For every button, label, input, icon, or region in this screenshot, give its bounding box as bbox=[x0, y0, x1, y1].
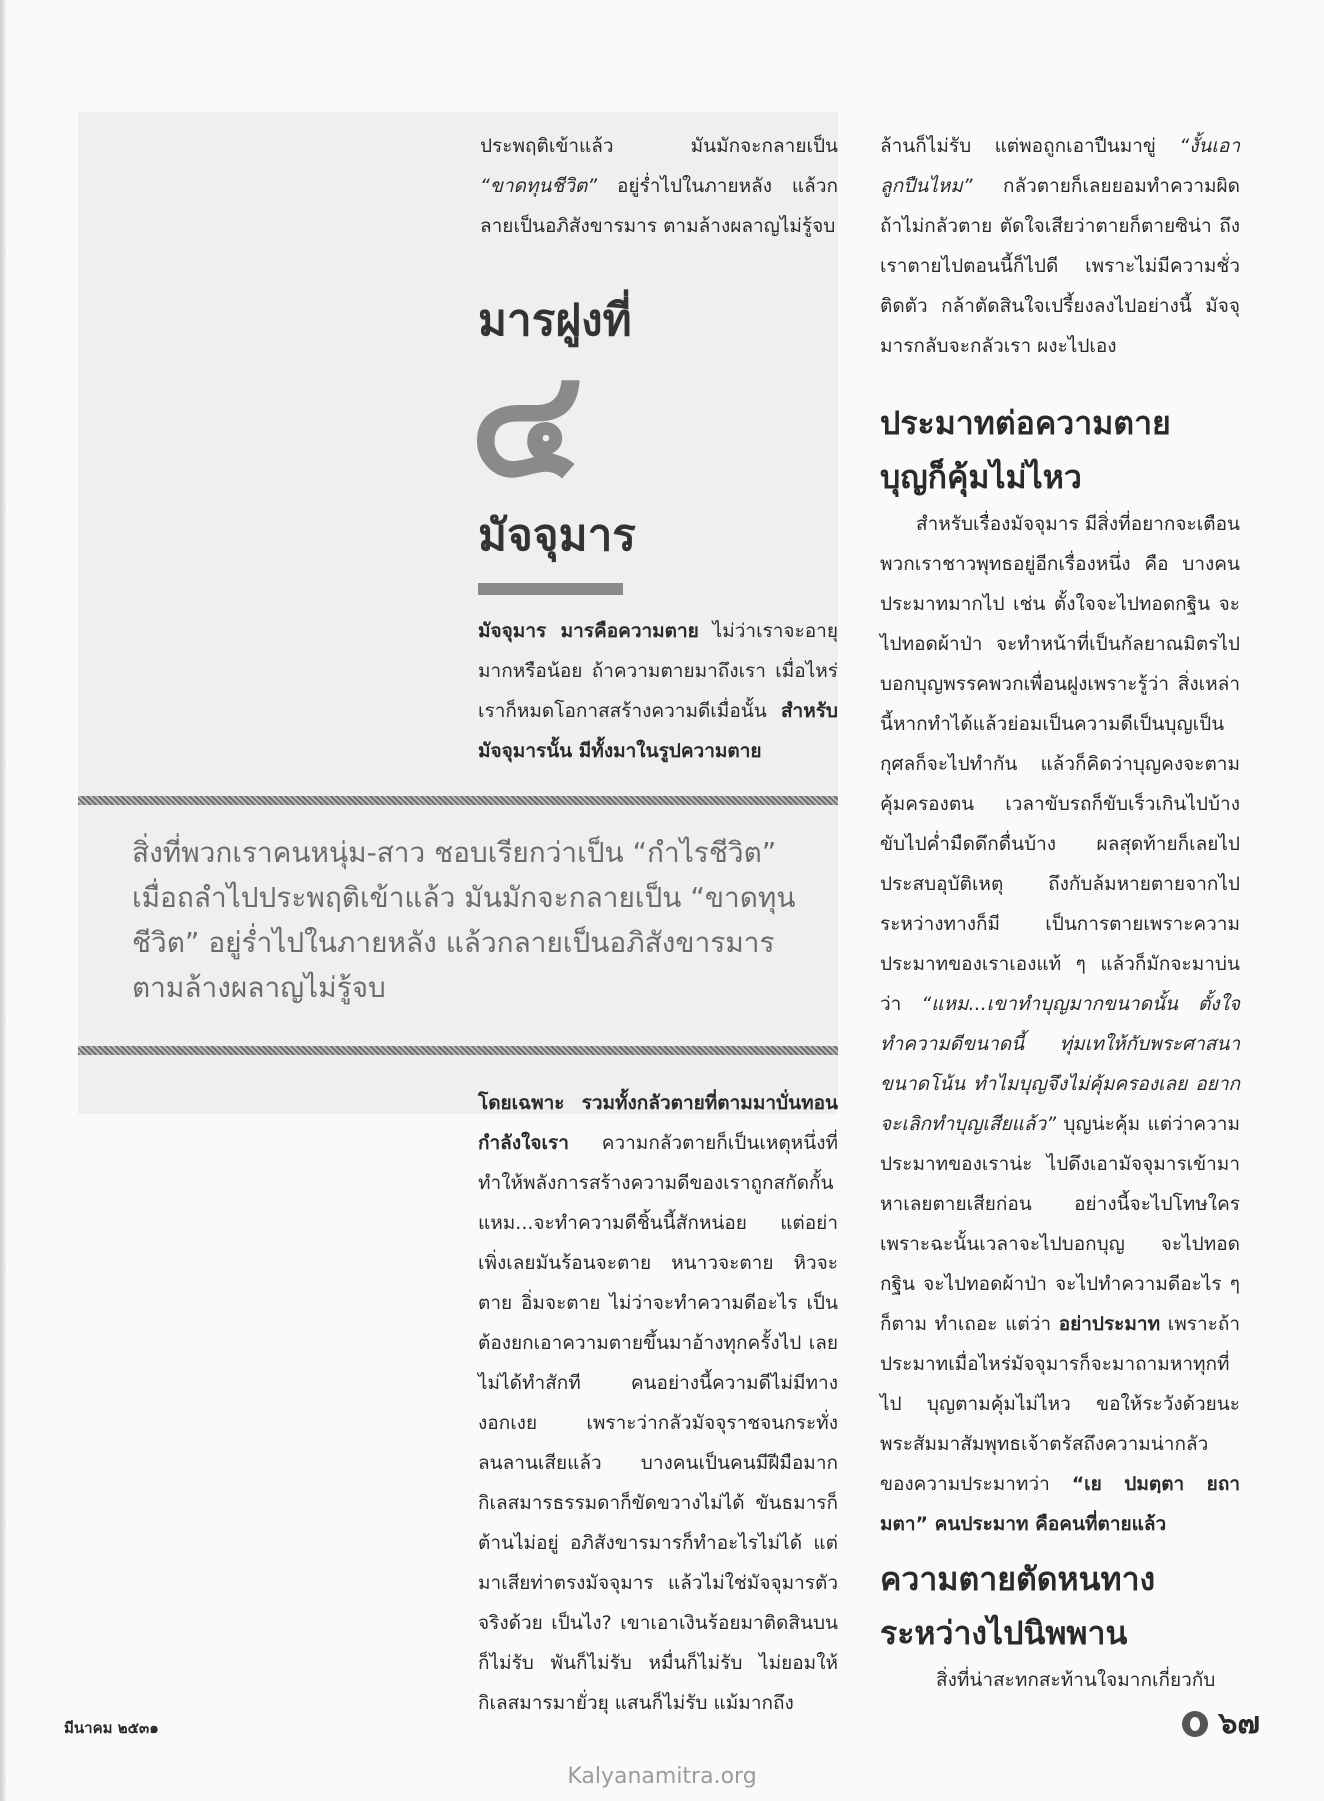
section2-heading-line1: ความตายตัดหนทาง bbox=[880, 1560, 1156, 1598]
right-top-text-b: กลัวตายก็เลยยอมทำความผิด ถ้าไม่กลัวตาย ตัดใจเสียว่าตายก็ตายซิน่า ถึงเราตายไปตอนนี้ก็ไปดี เพราะไม่มีความชั่วติดตัว กล้าตัดสินใจเปรี้ยงลงไปอย่างนี้ มัจจุมารกลับจะกลัวเรา ผงะไปเอง bbox=[880, 175, 1240, 357]
page-folio bbox=[1182, 1700, 1260, 1747]
mid-bold-lead: โดยเฉพาะ รวมทั้งกลัวตายที่ตามมาบั่นทอนกำลังใจเรา bbox=[478, 1092, 838, 1154]
left-top-text-a: ประพฤติเข้าแล้ว มันมักจะกลายเป็น bbox=[480, 135, 838, 157]
left-top-paragraph bbox=[480, 126, 838, 246]
middle-column bbox=[478, 1083, 838, 1723]
section1-heading-line2: บุญก็คุ้มไม่ไหว bbox=[880, 458, 1082, 496]
left-top-text-b: อยู่ร่ำไปในภายหลัง แล้วกลายเป็นอภิสังขารมาร ตามล้างผลาญไม่รู้จบ bbox=[480, 175, 838, 237]
chapter-label-bottom: มัจจุมาร bbox=[478, 510, 636, 561]
intro-bold-lead: มัจจุมาร มารคือความตาย bbox=[478, 620, 699, 642]
intro-bold-tail: สำหรับมัจจุมารนั้น มีทั้งมาในรูปความตาย bbox=[478, 700, 838, 762]
pull-quote-rule-top bbox=[78, 796, 838, 805]
page-number: ๖๗ bbox=[1218, 1706, 1260, 1741]
section2-heading-line2: ระหว่างไปนิพพาน bbox=[880, 1614, 1128, 1652]
section2-body: สิ่งที่น่าสะทกสะท้านใจมากเกี่ยวกับ bbox=[936, 1669, 1216, 1691]
intro-paragraph bbox=[478, 611, 838, 771]
section1-text-a: สำหรับเรื่องมัจจุมาร มีสิ่งที่อยากจะเตือนพวกเราชาวพุทธอยู่อีกเรื่องหนึ่ง คือ บางคนประมาทมากไป เช่น ตั้งใจจะไปทอดกฐิน จะไปทอดผ้าป่า จะทำหน้าที่เป็นกัลยาณมิตรไปบอกบุญพรรคพวกเพื่อนฝูงเพราะรู้ว่า สิ่งเหล่านี้หากทำได้แล้วย่อมเป็นความดีเป็นบุญเป็นกุศลก็จะไปทำกัน แล้วก็คิดว่าบุญคงจะตามคุ้มครองตน เวลาขับรถก็ขับเร็วเกินไปบ้าง ขับไปค่ำมืดดึกดื่นบ้าง ผลสุดท้ายก็เลยไปประสบอุบัติเหตุ ถึงกับล้มหายตายจากไประหว่างทางก็มี เป็นการตายเพราะความประมาทของเราเองแท้ ๆ แล้วก็มักจะมาบ่นว่า bbox=[880, 513, 1240, 1015]
section1-text-c: เพราะถ้าประมาทเมื่อไหร่มัจจุมารก็จะมาถามหาทุกที่ไป บุญตามคุ้มไม่ไหว ขอให้ระวังด้วยนะ พระสัมมาสัมพุทธเจ้าตรัสถึงความน่ากลัวของความประมาทว่า bbox=[880, 1313, 1241, 1495]
section1-heading-line1: ประมาทต่อความตาย bbox=[880, 404, 1171, 442]
chapter-label-top: มารฝูงที่ bbox=[478, 295, 632, 346]
intro-text: ไม่ว่าเราจะอายุมากหรือน้อย ถ้าความตายมาถึงเรา เมื่อไหร่ เราก็หมดโอกาสสร้างความดีเมื่อนั้น bbox=[478, 620, 838, 722]
right-top-quote: “งั้นเอาลูกปืนไหม” bbox=[880, 135, 1240, 197]
folio-icon bbox=[1182, 1711, 1208, 1737]
section2-heading bbox=[880, 1552, 1240, 1660]
mid-text: ความกลัวตายก็เป็นเหตุหนึ่งที่ทำให้พลังการสร้างความดีของเราถูกสกัดกั้น แหม...จะทำความดีชิ้นนี้สักหน่อย แต่อย่าเพิ่งเลยมันร้อนจะตาย หนาวจะตาย หิวจะตาย อิ่มจะตาย ไม่ว่าจะทำความดีอะไร เป็นต้องยกเอาความตายขึ้นมาอ้างทุกครั้งไป เลยไม่ได้ทำสักที คนอย่างนี้ความดีไม่มีทางงอกเงย เพราะว่ากลัวมัจจุราชจนกระทั่งลนลานเสียแล้ว บางคนเป็นคนมีฝีมือมาก กิเลสมารธรรมดาก็ขัดขวางไม่ได้ ขันธมารก็ต้านไม่อยู่ อภิสังขารมารก็ทำอะไรไม่ได้ แต่มาเสียท่าตรงมัจจุมาร แล้วไม่ใช่มัจจุมารตัวจริงด้วย เป็นไง? เขาเอาเงินร้อยมาติดสินบนก็ไม่รับ พันก็ไม่รับ หมื่นก็ไม่รับ ไม่ยอมให้กิเลสมารมายั่วยุ แสนก็ไม่รับ แม้มากถึง bbox=[478, 1132, 838, 1714]
right-top-paragraph bbox=[880, 126, 1240, 366]
pull-quote: สิ่งที่พวกเราคนหนุ่ม-สาว ชอบเรียกว่าเป็น “กำไรชีวิต” เมื่อถลำไปประพฤติเข้าแล้ว มันมักจะกลายเป็น “ขาดทุนชีวิต” อยู่ร่ำไปในภายหลัง แล้วกลายเป็นอภิสังขารมาร ตามล้างผลาญไม่รู้จบ bbox=[132, 836, 796, 1004]
chapter-bar bbox=[478, 583, 623, 595]
section1-bold-1: อย่าประมาท bbox=[1058, 1313, 1161, 1335]
pull-quote-rule-bottom bbox=[78, 1046, 838, 1055]
issue-date: มีนาคม ๒๕๓๑ bbox=[64, 1719, 159, 1737]
section1-bold-2: “เย ปมตฺตา ยถา มตา” คนประมาท คือคนที่ตายแล้ว bbox=[880, 1473, 1240, 1535]
right-column bbox=[880, 126, 1240, 1700]
left-top-quote: “ขาดทุนชีวิต” bbox=[480, 175, 598, 197]
watermark: Kalyanamitra.org bbox=[567, 1764, 757, 1789]
chapter-number: ๔ bbox=[470, 335, 584, 511]
page-edge bbox=[0, 0, 6, 1801]
section1-heading bbox=[880, 396, 1240, 504]
section1-body bbox=[880, 504, 1240, 1544]
right-top-text-a: ล้านก็ไม่รับ แต่พอถูกเอาปืนมาขู่ bbox=[880, 135, 1180, 157]
section1-text-em: “แหม...เขาทำบุญมากขนาดนั้น ตั้งใจทำความดีขนาดนี้ ทุ่มเทให้กับพระศาสนาขนาดโน้น ทำไมบุญจึงไม่คุ้มครองเลย อยากจะเลิกทำบุญเสียแล้ว” bbox=[880, 993, 1240, 1135]
section1-text-b: บุญน่ะคุ้ม แต่ว่าความประมาทของเราน่ะ ไปดึงเอามัจจุมารเข้ามาหาเลยตายเสียก่อน อย่างนี้จะไปโทษใคร เพราะฉะนั้นเวลาจะไปบอกบุญ จะไปทอดกฐิน จะไปทอดผ้าป่า จะไปทำความดีอะไร ๆ ก็ตาม ทำเถอะ แต่ว่า bbox=[880, 1113, 1240, 1335]
